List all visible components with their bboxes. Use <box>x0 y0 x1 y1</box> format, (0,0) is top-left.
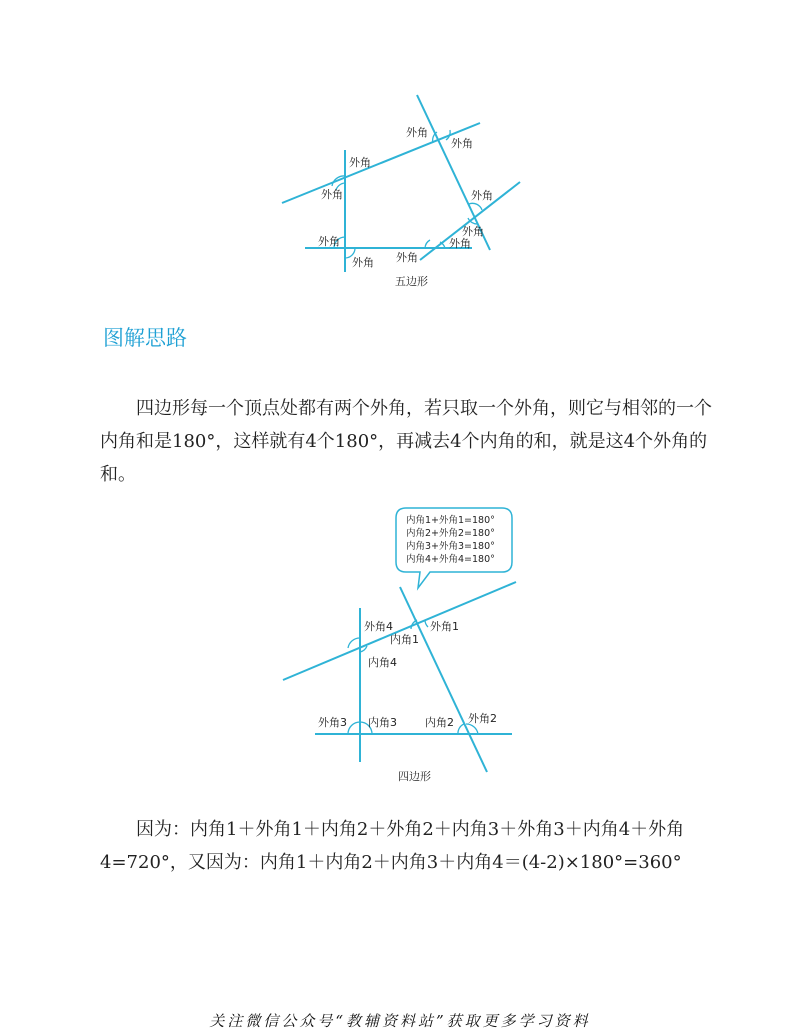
ext-angle-label: 外角 <box>396 251 418 264</box>
explanation-paragraph <box>100 392 712 491</box>
bubble-line: 内角1+外角1=180° <box>406 515 495 526</box>
int-angle-1: 内角1 <box>390 633 419 646</box>
ext-angle-label: 外角 <box>449 237 471 250</box>
bubble-line: 内角3+外角3=180° <box>406 541 495 552</box>
section-heading: 图解思路 <box>103 326 187 350</box>
ext-angle-label: 外角 <box>349 156 371 169</box>
ext-angle-label: 外角 <box>462 225 484 238</box>
ext-angle-label: 外角 <box>406 126 428 139</box>
ext-angle-3: 外角3 <box>318 716 347 729</box>
footer-note: 关注微信公众号“教辅资料站”获取更多学习资料 <box>209 1012 591 1030</box>
paragraph-text: 四边形每一个顶点处都有两个外角，若只取一个外角，则它与相邻的一个内角和是180°，这样就有4个180°，再减去4个内角的和，就是这4个外角的和。 <box>100 398 712 485</box>
ext-angle-4: 外角4 <box>364 620 393 633</box>
ext-angle-label: 外角 <box>321 188 343 201</box>
ext-angle-label: 外角 <box>318 235 340 248</box>
ext-angle-1: 外角1 <box>430 620 459 633</box>
equation-text: 因为：内角1＋外角1＋内角2＋外角2＋内角3＋外角3＋内角4＋外角4=720°，又因为：内角1＋内角2＋内角3＋内角4＝(4-2)×180°=360° <box>100 819 685 873</box>
bubble-line: 内角4+外角4=180° <box>406 554 495 565</box>
ext-angle-label: 外角 <box>451 137 473 150</box>
equation-paragraph <box>100 813 704 879</box>
ext-angle-2: 外角2 <box>468 712 497 725</box>
ext-angle-label: 外角 <box>352 256 374 269</box>
figure2-caption: 四边形 <box>398 770 431 783</box>
int-angle-2: 内角2 <box>425 716 454 729</box>
int-angle-3: 内角3 <box>368 716 397 729</box>
quadrilateral-figure <box>0 500 800 800</box>
ext-angle-label: 外角 <box>471 189 493 202</box>
pentagon-figure <box>0 0 800 300</box>
bubble-line: 内角2+外角2=180° <box>406 528 495 539</box>
figure1-caption: 五边形 <box>395 275 428 288</box>
int-angle-4: 内角4 <box>368 656 397 669</box>
